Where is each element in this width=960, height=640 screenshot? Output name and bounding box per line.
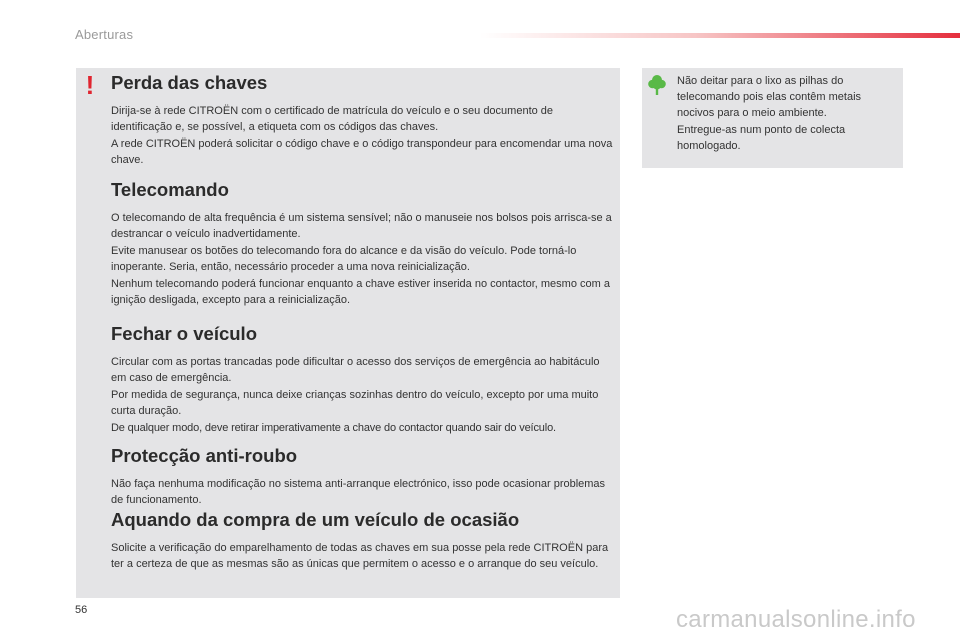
- section-title: Aberturas: [75, 27, 134, 42]
- paragraph: Circular com as portas trancadas pode dificultar o acesso dos serviços de emergência ao habitáculo em caso de emergência.: [111, 356, 600, 385]
- paragraph: O telecomando de alta frequência é um sistema sensível; não o manuseie nos bolsos pois arrisca-se a destrancar o veículo inadvertidamente.: [111, 212, 612, 241]
- paragraph: Por medida de segurança, nunca deixe crianças sozinhas dentro do veículo, excepto por uma muito curta duração.: [111, 388, 599, 418]
- section-used-vehicle: [111, 509, 616, 573]
- section-remote-control: [111, 179, 616, 308]
- paragraph: De qualquer modo, deve retirar imperativamente a chave do contactor quando sair do veículo.: [111, 421, 556, 434]
- tree-environment-icon: [648, 74, 666, 96]
- paragraph: Nenhum telecomando poderá funcionar enquanto a chave estiver inserida no contactor, mesmo com a ignição desligada, excepto para a reinicialização.: [111, 277, 610, 307]
- section-lost-keys: [111, 72, 616, 169]
- paragraph: Solicite a verificação do emparelhamento de todas as chaves em sua posse pela rede CITROËN para ter a certeza de que as mesmas são as únicas que permitem o acesso e o arranque do seu veículo.: [111, 542, 609, 571]
- page-number: 56: [75, 604, 88, 616]
- section-lock-vehicle: [111, 323, 616, 436]
- note-line: Não deitar para o lixo as pilhas do telecomando pois elas contêm metais nocivos para o meio ambiente.: [677, 75, 862, 120]
- paragraph: Não faça nenhuma modificação no sistema anti-arranque electrónico, isso pode ocasionar problemas de funcionamento.: [111, 478, 606, 507]
- heading-lost-keys: Perda das chaves: [111, 72, 268, 93]
- heading-anti-theft: Protecção anti-roubo: [111, 445, 298, 466]
- environment-note-text: [677, 73, 897, 154]
- paragraph: A rede CITROËN poderá solicitar o código chave e o código transpondeur para encomendar uma nova chave.: [111, 137, 613, 167]
- header-accent-line: [480, 33, 960, 38]
- paragraph: Dirija-se à rede CITROËN com o certificado de matrícula do veículo e o seu documento de identificação e, se possível, a etiqueta com os códigos das chaves.: [111, 105, 554, 134]
- exclamation-warning-icon: !: [85, 70, 95, 100]
- heading-used-vehicle: Aquando da compra de um veículo de ocasião: [111, 509, 520, 530]
- heading-lock-vehicle: Fechar o veículo: [111, 323, 257, 344]
- paragraph: Evite manusear os botões do telecomando fora do alcance e da visão do veículo. Pode torná-lo inoperante. Seria, então, necessário proceder a uma nova reinicialização.: [111, 244, 577, 274]
- heading-remote-control: Telecomando: [111, 179, 229, 200]
- note-line: Entregue-as num ponto de colecta homologado.: [677, 123, 846, 152]
- section-anti-theft: [111, 445, 616, 509]
- watermark: carmanualsonline.info: [676, 606, 916, 633]
